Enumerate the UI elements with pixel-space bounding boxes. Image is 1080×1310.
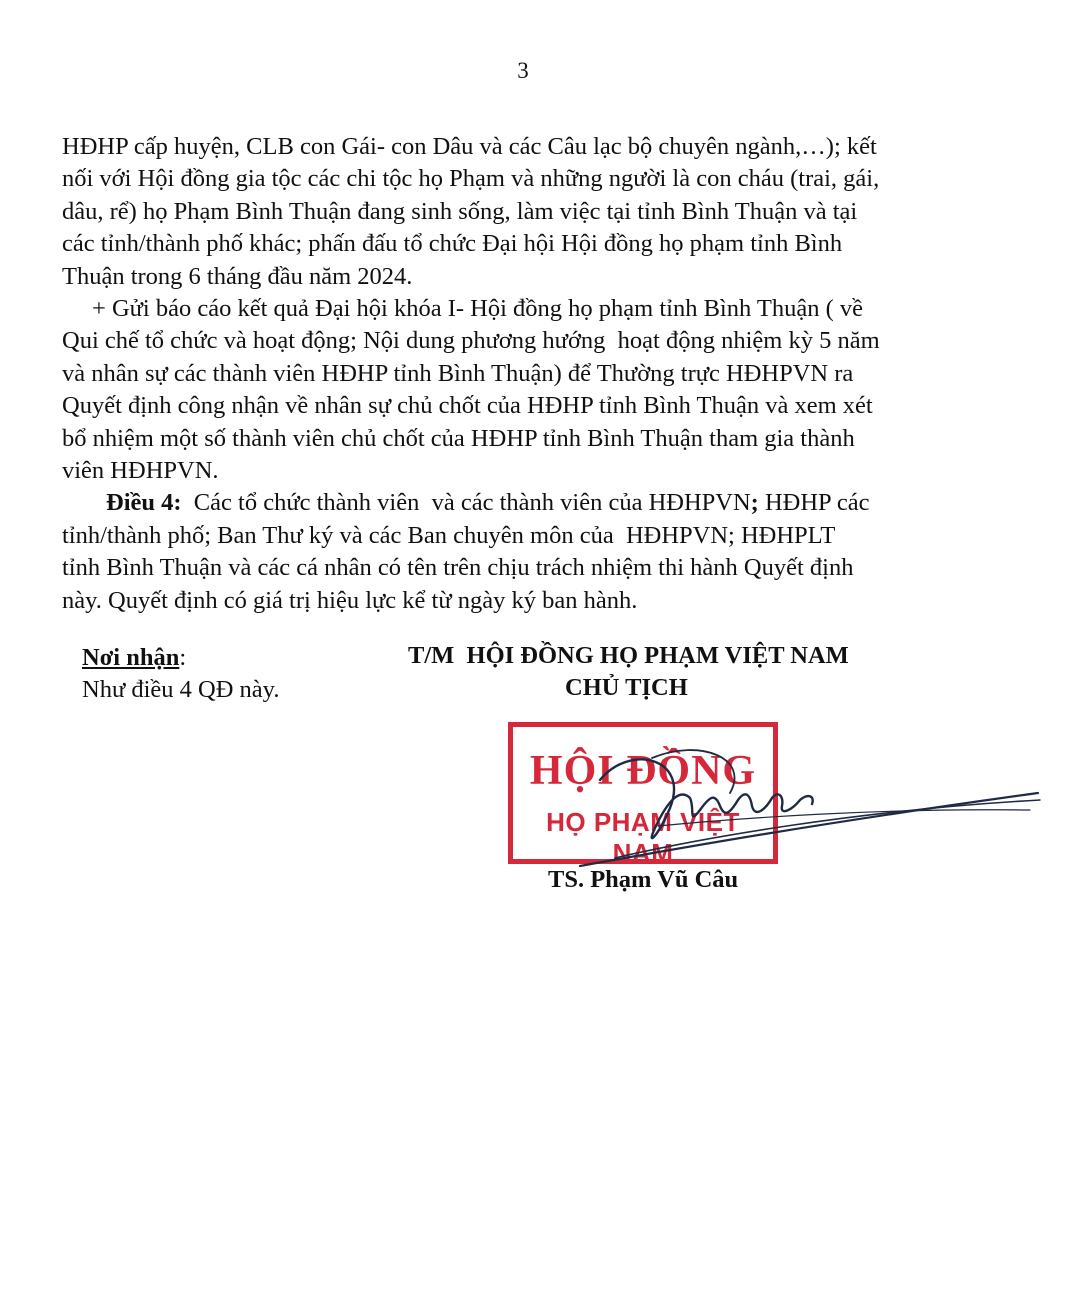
body-line: HĐHP cấp huyện, CLB con Gái- con Dâu và các Câu lạc bộ chuyên ngành,…); kết: [62, 133, 877, 160]
stamp-line-1: HỘI ĐỒNG: [529, 748, 757, 794]
signer-title: CHỦ TỊCH: [565, 674, 688, 701]
article-4-text: Các tổ chức thành viên và các thành viên của HĐHPVN: [181, 489, 751, 517]
recipients-item: Như điều 4 QĐ này.: [82, 676, 280, 703]
signer-name: TS. Phạm Vũ Câu: [548, 866, 739, 893]
document-body: [62, 131, 992, 617]
article-4-heading: Điều 4:: [106, 489, 182, 517]
body-line: Thuận trong 6 tháng đầu năm 2024.: [62, 262, 413, 290]
article-4-first-line: [62, 487, 992, 519]
body-line: viên HĐHPVN.: [62, 457, 219, 485]
body-line: bổ nhiệm một số thành viên chủ chốt của HĐHP tỉnh Bình Thuận tham gia thành: [62, 424, 855, 452]
recipients-title-colon: :: [179, 644, 187, 671]
body-line: các tỉnh/thành phố khác; phấn đấu tổ chức Đại hội Hội đồng họ phạm tỉnh Bình: [62, 230, 843, 258]
signer-organization: T/M HỘI ĐỒNG HỌ PHẠM VIỆT NAM: [408, 642, 849, 669]
stamp-line-2: HỌ PHẠM VIỆT NAM: [546, 807, 740, 868]
article-4-semicolon: ;: [750, 489, 759, 517]
article-4-line: tỉnh Bình Thuận và các cá nhân có tên trên chịu trách nhiệm thi hành Quyết định: [62, 554, 854, 582]
article-4-line: này. Quyết định có giá trị hiệu lực kể từ ngày ký ban hành.: [62, 586, 638, 614]
body-line-bullet: + Gửi báo cáo kết quả Đại hội khóa I- Hội đồng họ phạm tỉnh Bình Thuận ( về: [92, 295, 864, 323]
recipients-title-text: Nơi nhận: [82, 644, 180, 671]
body-line: nối với Hội đồng gia tộc các chi tộc họ Phạm và những người là con cháu (trai, gái,: [62, 165, 880, 193]
handwritten-signature: [560, 738, 1050, 878]
body-line: Qui chế tổ chức và hoạt động; Nội dung phương hướng hoạt động nhiệm kỳ 5 năm: [62, 327, 880, 355]
recipients-title: [82, 642, 279, 674]
recipients-block: [82, 642, 279, 706]
article-4-text: HĐHP các: [758, 489, 870, 517]
body-line: và nhân sự các thành viên HĐHP tỉnh Bình Thuận) để Thường trực HĐHPVN ra: [62, 359, 854, 387]
page-number: 3: [517, 58, 529, 83]
article-4-line: tỉnh/thành phố; Ban Thư ký và các Ban chuyên môn của HĐHPVN; HĐHPLT: [62, 521, 836, 549]
body-line: Quyết định công nhận về nhân sự chủ chốt của HĐHP tỉnh Bình Thuận và xem xét: [62, 392, 873, 420]
body-line: dâu, rể) họ Phạm Bình Thuận đang sinh sống, làm việc tại tỉnh Bình Thuận và tại: [62, 197, 858, 225]
